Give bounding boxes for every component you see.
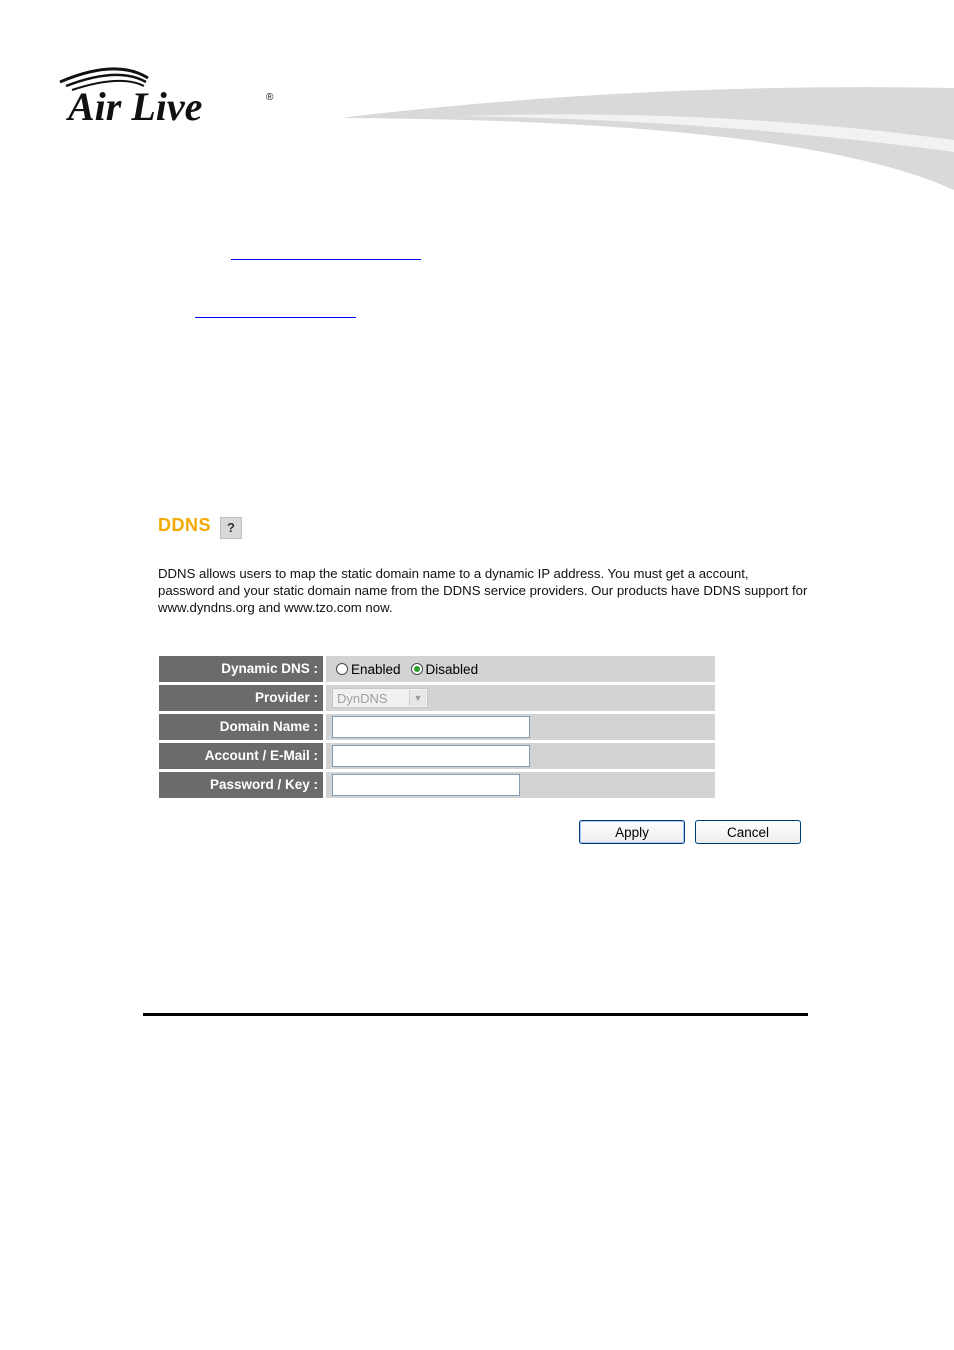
registered-mark: ® — [266, 92, 274, 103]
help-icon-glyph: ? — [227, 520, 235, 535]
account-email-label: Account / E-Mail : — [159, 743, 323, 769]
hyperlink-underline-1[interactable] — [231, 259, 421, 260]
chevron-down-icon[interactable]: ▼ — [409, 690, 426, 706]
password-key-label: Password / Key : — [159, 772, 323, 798]
radio-disabled-label[interactable]: Disabled — [425, 661, 479, 677]
page-title: DDNS — [158, 515, 212, 535]
provider-value — [326, 685, 715, 711]
airlive-logo — [56, 60, 286, 130]
row-account-email — [159, 743, 715, 769]
domain-name-value — [326, 714, 715, 740]
cancel-button[interactable]: Cancel — [695, 820, 801, 844]
password-key-input[interactable] — [332, 774, 520, 796]
logo-wordmark: Air Live — [68, 84, 203, 129]
radio-enabled-label[interactable]: Enabled — [351, 661, 401, 677]
header-swoosh-graphic — [340, 80, 954, 200]
dynamic-dns-value — [326, 656, 715, 682]
help-icon[interactable] — [220, 517, 242, 539]
radio-enabled[interactable] — [336, 663, 348, 675]
row-domain-name — [159, 714, 715, 740]
ddns-settings-form — [159, 656, 715, 801]
provider-label: Provider : — [159, 685, 323, 711]
account-email-value — [326, 743, 715, 769]
domain-name-label: Domain Name : — [159, 714, 323, 740]
provider-select[interactable] — [332, 688, 428, 708]
row-provider — [159, 685, 715, 711]
ddns-description: DDNS allows users to map the static domain name to a dynamic IP address. You must get a account, password and your static domain name from the DDNS service providers. Our products have DDNS support for www.dyndns.org and www.tzo.com now. — [158, 566, 808, 615]
account-email-input[interactable] — [332, 745, 530, 767]
footer-divider — [143, 1013, 808, 1016]
dynamic-dns-label: Dynamic DNS : — [159, 656, 323, 682]
apply-button[interactable]: Apply — [579, 820, 685, 844]
domain-name-input[interactable] — [332, 716, 530, 738]
hyperlink-underline-2[interactable] — [195, 317, 356, 318]
provider-selected-value: DynDNS — [337, 690, 388, 706]
row-password-key — [159, 772, 715, 798]
radio-disabled[interactable] — [411, 663, 423, 675]
password-key-value — [326, 772, 715, 798]
row-dynamic-dns — [159, 656, 715, 682]
